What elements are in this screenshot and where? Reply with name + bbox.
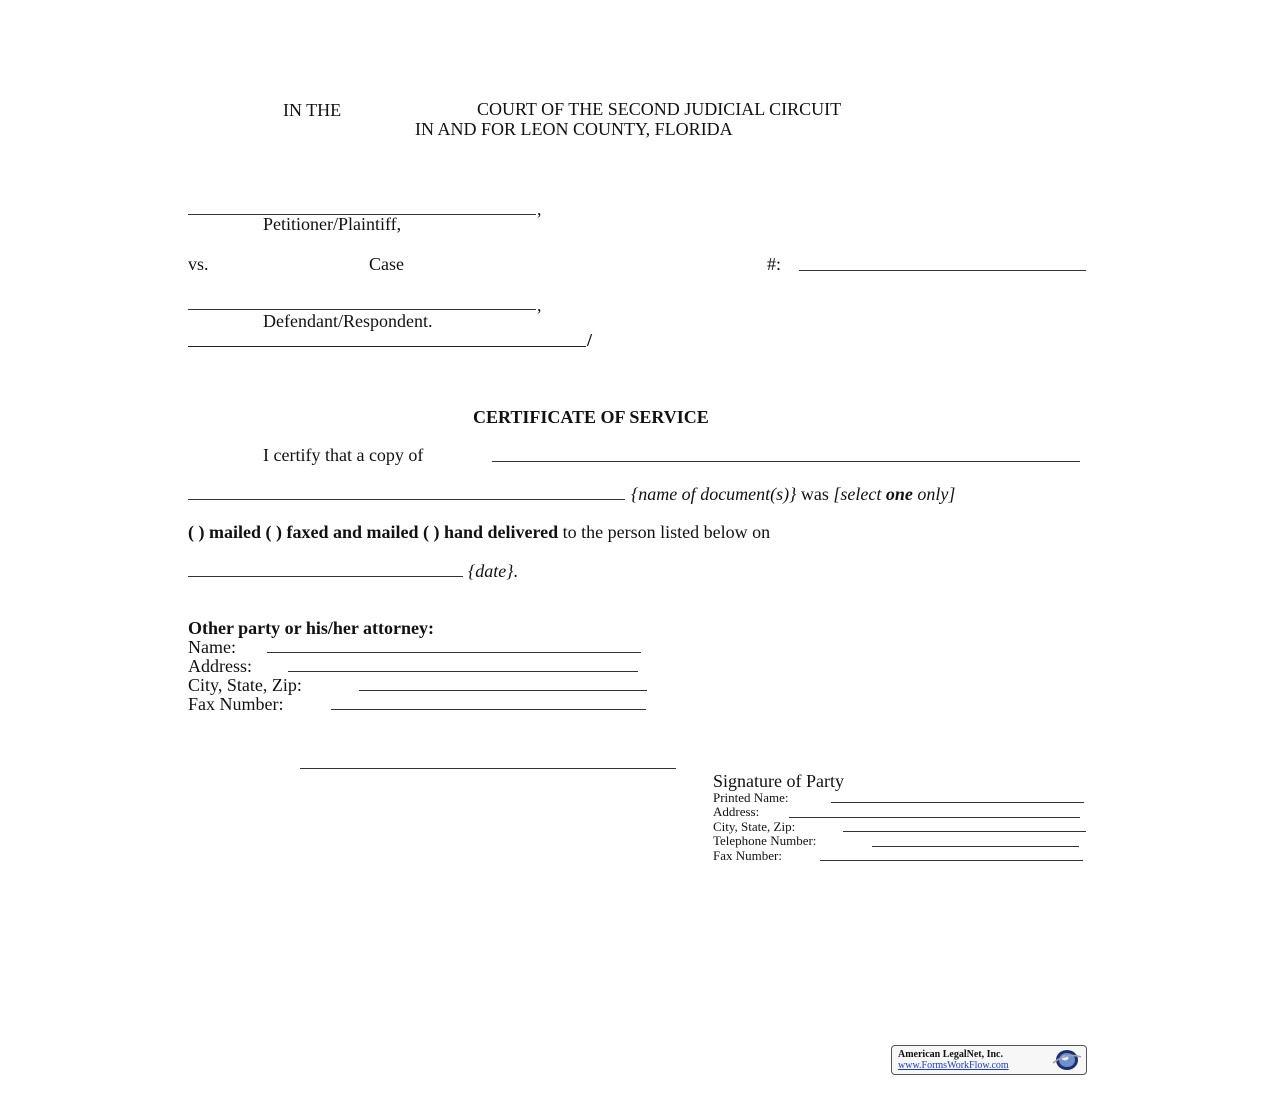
- logo-website-link[interactable]: www.FormsWorkFlow.com: [898, 1060, 1009, 1071]
- defendant-name-line[interactable]: [188, 309, 536, 310]
- sig-city-line[interactable]: [843, 831, 1086, 832]
- other-party-city-label: City, State, Zip:: [188, 675, 302, 695]
- select-one: one: [885, 484, 913, 504]
- select-close: only]: [917, 484, 956, 504]
- sig-printed-name-line[interactable]: [831, 802, 1084, 803]
- delivery-options[interactable]: ( ) mailed ( ) faxed and mailed ( ) hand delivered: [188, 522, 559, 542]
- document-name-hint: [631, 484, 955, 504]
- caption-close-line: [188, 346, 586, 347]
- header-in-the: IN THE: [283, 100, 342, 120]
- date-hint: {date}: [468, 561, 514, 581]
- globe-icon: [1050, 1048, 1082, 1072]
- case-label: Case: [369, 254, 404, 274]
- petitioner-comma: ,: [537, 199, 542, 219]
- sig-telephone-line[interactable]: [872, 846, 1079, 847]
- date-period: .: [513, 561, 518, 581]
- other-party-fax-line[interactable]: [331, 709, 646, 710]
- sig-city-label: City, State, Zip:: [713, 819, 796, 834]
- document-copy-line[interactable]: [492, 461, 1080, 462]
- case-number-line[interactable]: [799, 270, 1086, 271]
- was-text: was: [800, 484, 829, 504]
- sig-printed-name-label: Printed Name:: [713, 790, 789, 805]
- sig-fax-line[interactable]: [820, 860, 1083, 861]
- delivery-options-line: [188, 522, 770, 542]
- petitioner-label: Petitioner/Plaintiff,: [263, 214, 402, 234]
- other-party-address-label: Address:: [188, 656, 252, 676]
- date-line[interactable]: [188, 576, 463, 577]
- header-court: COURT OF THE SECOND JUDICIAL CIRCUIT: [477, 99, 842, 119]
- other-party-fax-label: Fax Number:: [188, 694, 284, 714]
- other-party-address-line[interactable]: [288, 671, 638, 672]
- other-party-city-line[interactable]: [359, 690, 647, 691]
- name-of-documents-hint: {name of document(s)}: [631, 484, 797, 504]
- defendant-label: Defendant/Respondent.: [263, 311, 433, 331]
- caption-slash: /: [587, 330, 593, 350]
- document-name-line[interactable]: [188, 499, 625, 500]
- case-number-label: #:: [767, 254, 782, 274]
- sig-address-label: Address:: [713, 804, 760, 819]
- certify-text: I certify that a copy of: [263, 445, 424, 465]
- logo-company: American LegalNet, Inc.: [898, 1049, 1003, 1060]
- sig-fax-label: Fax Number:: [713, 848, 782, 863]
- other-party-heading: Other party or his/her attorney:: [188, 618, 434, 638]
- sig-telephone-label: Telephone Number:: [713, 833, 817, 848]
- date-hint-wrap: [468, 561, 518, 581]
- vs-label: vs.: [188, 254, 209, 274]
- americanlegalnet-logo[interactable]: [891, 1045, 1087, 1075]
- document-title: CERTIFICATE OF SERVICE: [473, 407, 709, 427]
- header-county: IN AND FOR LEON COUNTY, FLORIDA: [415, 119, 733, 139]
- select-open: [select: [833, 484, 882, 504]
- to-person-text: to the person listed below on: [562, 522, 771, 542]
- other-party-name-line[interactable]: [267, 652, 641, 653]
- other-party-name-label: Name:: [188, 637, 236, 657]
- signature-line[interactable]: [300, 768, 676, 769]
- sig-address-line[interactable]: [789, 817, 1080, 818]
- defendant-comma: ,: [537, 295, 542, 315]
- signature-label: Signature of Party: [713, 771, 844, 791]
